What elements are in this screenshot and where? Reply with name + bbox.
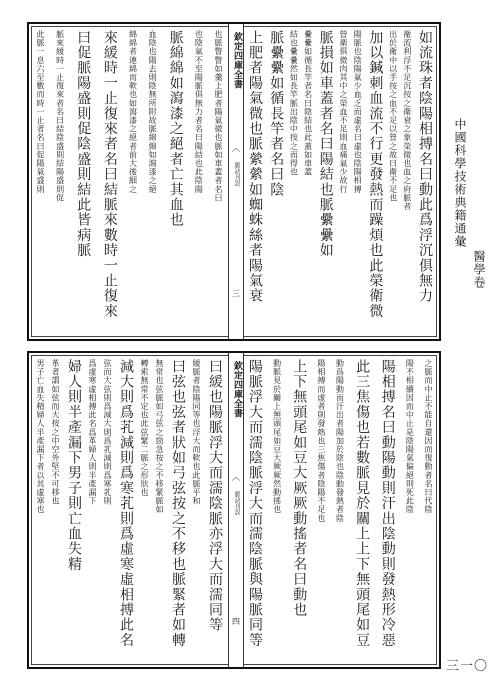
annotation-column: 弦而大弦則爲減大則爲芤減則爲寒芤則 (103, 359, 112, 506)
annotation-column: 陽脈也陰陽氣少血乏而虛名曰虛也陰陽相搏 (353, 30, 363, 194)
text-column: 曰促脈陽盛則促陰盛則結此皆病脈 (75, 30, 92, 258)
text-column: 婦人則半產漏下男子則亡血失精 (66, 359, 82, 572)
center-gutter (228, 353, 244, 667)
text-column: 減大則爲芤減則爲寒芤則爲虛寒虛相搏此名 (118, 359, 134, 648)
page-number: 三一〇 (445, 659, 488, 674)
text-column: 曰緩也陽脈浮大而濡陰脈亦浮大而濡同等 (207, 359, 223, 633)
gutter-page-number: 三 (232, 289, 240, 298)
text-column: 脈綿綿如瀉漆之絕者亡其血也 (167, 30, 184, 228)
annotation-column: 緩脈者陰陽同等也浮大而軟也此脈平和 (192, 359, 201, 506)
text-column: 如流珠者陰陽相搏名曰動此爲浮沉俱無力 (417, 30, 433, 304)
gutter-subtitle: 脈訣刊誤 (233, 162, 240, 186)
fish-tail-mark: ︿ (231, 473, 241, 483)
annotation-column: 此脈一息六至數而時一止者名曰促陽氣盛則 (36, 30, 45, 194)
text-column: 陽脈浮大而濡陰脈浮大而濡陰脈與陽脈同等 (247, 359, 263, 648)
text-column: 來緩時一止復來者名曰結脈來數時一止復來 (101, 30, 118, 319)
text-column: 上下無頭尾如豆大厥厥動搖者名曰動也 (291, 359, 308, 618)
annotation-column: 結也纍纍然如長竿脈出陰中按之而得也 (289, 30, 299, 177)
annotation-column: 革者謂如弦而大按之中空外堅不可移也 (51, 359, 60, 506)
text-column: 曰弦也弦者狀如弓弦按之不移也脈緊者如轉 (170, 359, 186, 648)
annotation-column: 無常也弦脈如弓弦之勁急按之不移緊脈如 (155, 359, 164, 514)
annotation-column: 之脈而中止不能自還因而復動者名曰代陰 (424, 359, 433, 514)
fish-tail-mark: ︿ (231, 144, 241, 154)
collection-title: 中國科學技術典籍通彙 (453, 118, 467, 248)
gutter-subtitle: 脈訣刊誤 (233, 491, 240, 515)
annotation-column: 血陰也陽去則陰無所附故脈綿綿如瀉漆之絕 (148, 30, 158, 194)
gutter-book-title: 欽定四庫全書 (232, 361, 242, 418)
annotation-column: 轉索無常不定也此弦緊二脈之形狀也 (140, 359, 149, 497)
annotation-column: 男子亡血失精婦人半產漏下者以其虛寒也 (36, 359, 45, 514)
text-panel-bottom (27, 351, 441, 669)
annotation-column: 陽相搏而虛者則發熱也三焦傷者陰陽不足也 (316, 359, 326, 523)
annotation-column: 衛流利浮不足沉按之衛衰之象榮微也血之府脈者 (402, 30, 412, 211)
text-column: 此三焦傷也若數脈見於關上上下無頭尾如豆 (354, 359, 371, 648)
text-column: 陽相搏名曰動陽動則汗出陰動則發熱形冷惡 (379, 359, 396, 648)
annotation-column: 綿綿者連綿而軟也如瀉漆之絕者前大後細之 (128, 30, 138, 194)
gutter-book-title: 欽定四庫全書 (232, 32, 242, 89)
text-column: 上肥者陽氣微也脈縈縈如蜘蛛絲者陽氣衰 (247, 30, 263, 304)
text-column: 脈纍纍如循長竿者名曰陰 (268, 30, 285, 198)
text-column: 加以鍼刺血流不行更發熱而躁煩也此榮衛微 (367, 30, 384, 319)
annotation-column: 纍纍如循長竿者名曰陰結也此蓋如車蓋 (303, 30, 313, 177)
annotation-column: 營衛俱微肉其中之榮血不足則血痛氣少故行 (339, 30, 348, 194)
annotation-column: 動脈見於關上無頭尾如豆大厥厥然動搖也 (272, 359, 282, 514)
text-column: 脈損如車蓋者名曰陽結也脈纍纍如 (317, 30, 334, 258)
annotation-column: 陽不相續因而中止是陰陽氣偏絕則死此陰 (405, 359, 415, 514)
annotation-column: 也脈瞥瞥如羹上肥者陽氣微也脈如車蓋者名曰 (214, 30, 223, 202)
gutter-page-number: 四 (232, 617, 240, 626)
annotation-column: 也陰氣不至陽脈俱無力者名曰陽結也此陰陽 (194, 30, 204, 194)
annotation-column: 動爲陽動而汗出者陽加於陰也陰動發熱者陰 (335, 359, 345, 523)
section-title: 醫學卷 (472, 250, 486, 289)
text-panel-top (27, 22, 441, 341)
annotation-column: 脈來緩時一止復來者名曰結陰盛則結陽盛則促 (55, 30, 65, 202)
annotation-column: 出於衛中以手按之血不足以營之故曰衛不足也 (388, 30, 398, 202)
center-gutter (228, 24, 244, 339)
annotation-column: 爲虛寒虛相搏此名爲革婦人則半產漏下 (88, 359, 97, 506)
